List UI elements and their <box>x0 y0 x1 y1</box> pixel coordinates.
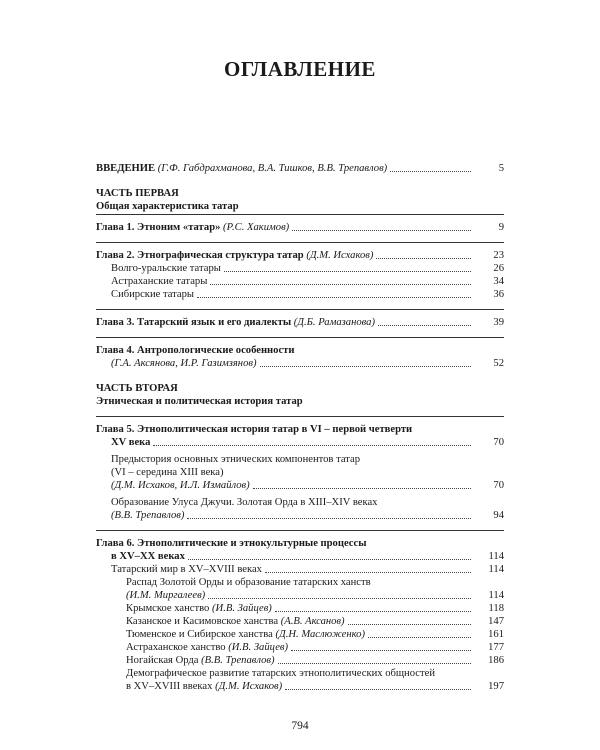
leader-dots <box>260 366 472 367</box>
entry-authors: (И.В. Зайцев) <box>212 603 272 614</box>
toc-entry-subsection[interactable] <box>96 589 504 602</box>
entry-label: Глава 4. Антропологические особенности <box>96 345 295 356</box>
toc-entry-chapter-2[interactable] <box>96 249 504 262</box>
toc-entry-subsection[interactable] <box>96 680 504 693</box>
page-number: 52 <box>493 358 504 369</box>
leader-dots <box>285 689 471 690</box>
entry-label: Тюменское и Сибирское ханства <box>126 629 273 640</box>
page-number: 147 <box>488 616 504 627</box>
page-number: 70 <box>493 480 504 491</box>
entry-label: Астраханское ханство <box>126 642 226 653</box>
page-number: 34 <box>493 276 504 287</box>
entry-label: Глава 6. Этнополитические и этнокультурные процессы <box>96 538 367 549</box>
leader-dots <box>275 611 471 612</box>
leader-dots <box>265 572 471 573</box>
page-number: 177 <box>488 642 504 653</box>
entry-authors: (Д.М. Исхаков, И.Л. Измайлов) <box>111 480 250 491</box>
toc-entry-section[interactable] <box>96 275 504 288</box>
entry-authors: (И.В. Зайцев) <box>228 642 289 653</box>
entry-label: Сибирские татары <box>111 289 195 300</box>
toc-entry-subsection[interactable] <box>96 628 504 641</box>
entry-authors: (Д.Б. Рамазанова) <box>293 317 375 328</box>
page-number: 23 <box>493 250 504 261</box>
toc-entry-chapter-3[interactable] <box>96 316 504 329</box>
table-of-contents <box>96 162 504 693</box>
entry-label: Глава 2. Этнографическая структура татар <box>96 250 304 261</box>
entry-label: Глава 5. Этнополитическая история татар в VI – первой четверти <box>96 424 413 435</box>
entry-label: (VI – середина XIII века) <box>111 467 224 478</box>
entry-label: Глава 1. Этноним «татар» <box>96 222 221 233</box>
leader-dots <box>210 284 471 285</box>
toc-entry-chapter-1[interactable] <box>96 221 504 234</box>
page-number: 36 <box>493 289 504 300</box>
toc-entry-chapter-4[interactable] <box>96 357 504 370</box>
entry-authors: (Г.Ф. Габдрахманова, В.А. Тишков, В.В. Трепавлов) <box>157 163 388 174</box>
entry-label: Предыстория основных этнических компонентов татар <box>111 454 361 465</box>
entry-authors: (И.М. Миргалеев) <box>126 590 206 601</box>
page-number: 94 <box>493 510 504 521</box>
leader-dots <box>390 171 471 172</box>
leader-dots <box>197 297 471 298</box>
part-heading: ЧАСТЬ ПЕРВАЯ <box>96 188 179 199</box>
leader-dots <box>368 637 471 638</box>
toc-entry-subsection[interactable] <box>96 641 504 654</box>
page-number: 114 <box>488 551 504 562</box>
divider <box>96 309 504 310</box>
leader-dots <box>348 624 471 625</box>
entry-label: ВВЕДЕНИЕ <box>96 163 156 174</box>
page-number: 70 <box>493 437 504 448</box>
toc-entry-subsection[interactable] <box>96 654 504 667</box>
divider <box>96 416 504 417</box>
leader-dots <box>376 258 471 259</box>
part-subtitle: Этническая и политическая история татар <box>96 396 303 407</box>
leader-dots <box>187 518 471 519</box>
page-number: 186 <box>488 655 504 666</box>
divider <box>96 214 504 215</box>
toc-entry-section[interactable] <box>96 509 504 522</box>
page-number: 26 <box>493 263 504 274</box>
toc-entry-section[interactable] <box>96 262 504 275</box>
leader-dots <box>278 663 471 664</box>
leader-dots <box>188 559 471 560</box>
entry-label: Казанское и Касимовское ханства <box>126 616 279 627</box>
toc-entry-section[interactable] <box>96 563 504 576</box>
page-number: 39 <box>493 317 504 328</box>
entry-label: Ногайская Орда <box>126 655 199 666</box>
divider <box>96 530 504 531</box>
page-number: 5 <box>498 163 504 174</box>
page-number: 114 <box>488 590 504 601</box>
page-number: 114 <box>488 564 504 575</box>
leader-dots <box>153 445 471 446</box>
entry-label: в XV–XX веках <box>111 551 185 562</box>
entry-label: Образование Улуса Джучи. Золотая Орда в XIII–XIV веках <box>111 497 378 508</box>
entry-label: Крымское ханство <box>126 603 210 614</box>
toc-entry-chapter-6[interactable] <box>96 550 504 563</box>
entry-authors: (В.В. Трепавлов) <box>111 510 185 521</box>
divider <box>96 337 504 338</box>
entry-label: Глава 3. Татарский язык и его диалекты <box>96 317 292 328</box>
entry-authors: (Г.А. Аксянова, И.Р. Газимзянов) <box>111 358 257 369</box>
leader-dots <box>224 271 471 272</box>
folio-page-number: 794 <box>291 720 309 732</box>
entry-label: Демографическое развитие татарских этнополитических общностей <box>126 668 435 679</box>
page-number: 118 <box>488 603 504 614</box>
entry-label: XV века <box>111 437 151 448</box>
toc-entry-subsection[interactable] <box>96 615 504 628</box>
leader-dots <box>253 488 471 489</box>
entry-authors: (Д.Н. Маслюженко) <box>275 629 366 640</box>
entry-authors: (А.В. Аксанов) <box>280 616 345 627</box>
toc-entry-chapter-5[interactable] <box>96 436 504 449</box>
divider <box>96 242 504 243</box>
entry-authors: (Д.М. Исхаков) <box>306 250 374 261</box>
leader-dots <box>208 598 471 599</box>
entry-authors: (В.В. Трепавлов) <box>201 655 275 666</box>
entry-label: в XV–XVIII ввеках <box>126 681 213 692</box>
leader-dots <box>291 650 471 651</box>
entry-label: Астраханские татары <box>111 276 208 287</box>
page-number: 161 <box>488 629 504 640</box>
part-heading: ЧАСТЬ ВТОРАЯ <box>96 383 178 394</box>
toc-entry-subsection[interactable] <box>96 602 504 615</box>
page-title: ОГЛАВЛЕНИЕ <box>224 57 376 81</box>
part-subtitle: Общая характеристика татар <box>96 201 239 212</box>
toc-entry-section[interactable] <box>96 479 504 492</box>
entry-authors: (Р.С. Хакимов) <box>223 222 290 233</box>
entry-authors: (Д.М. Исхаков) <box>215 681 283 692</box>
toc-entry-section[interactable] <box>96 288 504 301</box>
entry-label: Волго-уральские татары <box>111 263 221 274</box>
entry-label: Распад Золотой Орды и образование татарских ханств <box>126 577 371 588</box>
toc-entry-intro[interactable] <box>96 162 504 175</box>
page-number: 197 <box>488 681 504 692</box>
leader-dots <box>378 325 471 326</box>
entry-label: Татарский мир в XV–XVIII веках <box>111 564 262 575</box>
page-number: 9 <box>498 222 504 233</box>
leader-dots <box>292 230 471 231</box>
